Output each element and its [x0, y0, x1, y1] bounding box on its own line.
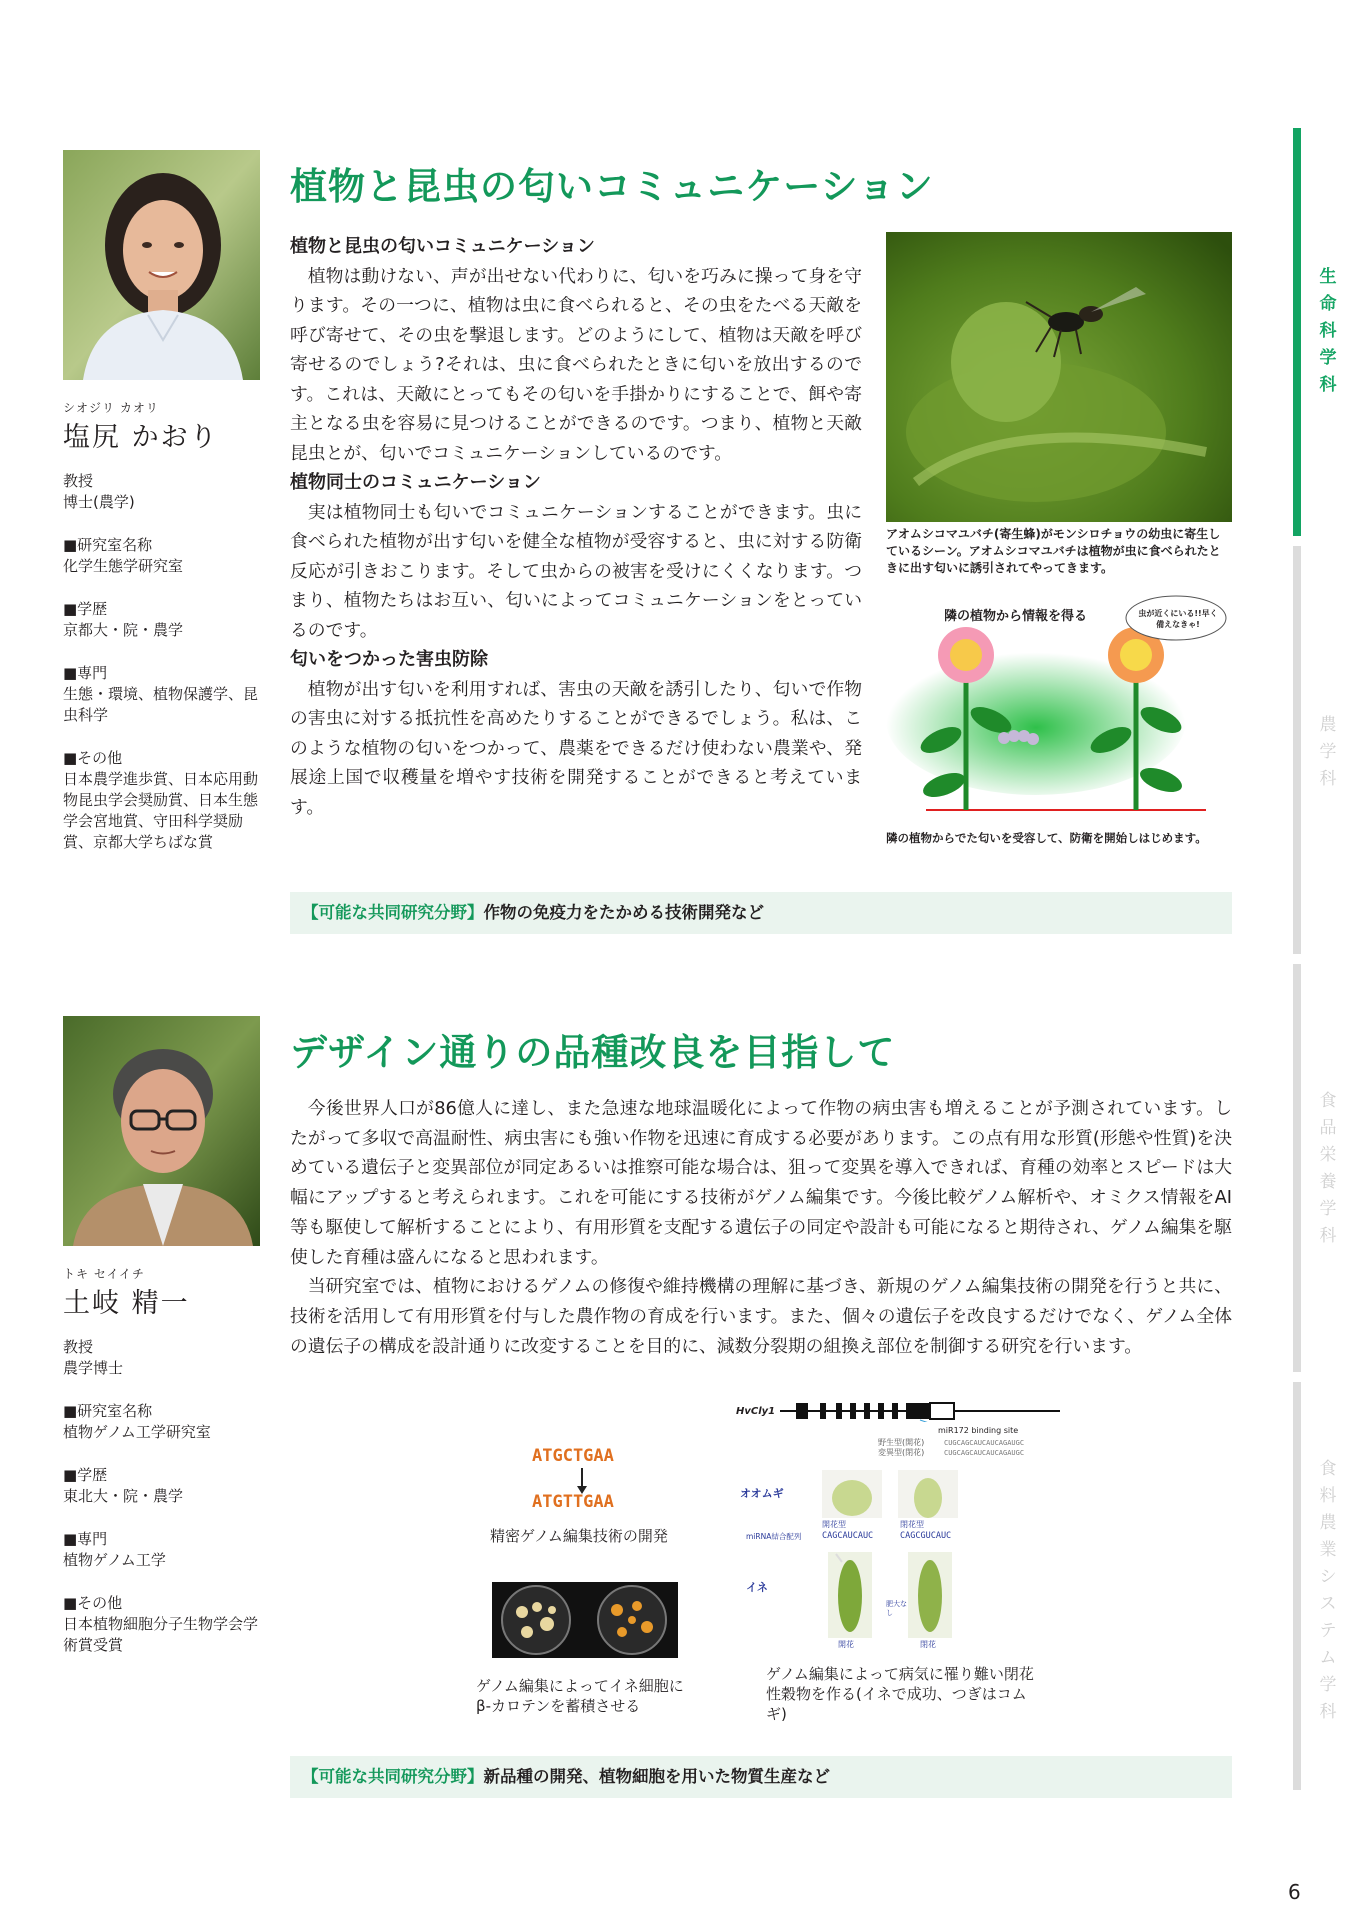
rice-label: イネ [746, 1581, 768, 1594]
diagram-caption: 隣の植物からでた匂いを受容して、防衛を開始しはじめます。 [886, 831, 1207, 845]
subheading-pest-control: 匂いをつかった害虫防除 [290, 649, 488, 670]
open-flower-label: 開花 [838, 1640, 854, 1649]
section-body-1 [290, 232, 862, 822]
portrait-shiojiri [63, 150, 260, 380]
collab-text: 新品種の開発、植物細胞を用いた物質生産など [483, 1767, 830, 1786]
collab-tag: 【可能な共同研究分野】 [302, 1767, 484, 1786]
specialty: 植物ゲノム工学 [63, 1551, 166, 1569]
subheading-plant-insect: 植物と昆虫の匂いコミュニケーション [290, 236, 595, 257]
lab-name: 植物ゲノム工学研究室 [63, 1423, 211, 1441]
education: 京都大・院・農学 [63, 621, 184, 639]
page-number: 6 [1288, 1880, 1301, 1904]
mutant-type-label: 変異型(閉花) [878, 1448, 925, 1457]
education-heading: ■学歴 [63, 600, 108, 618]
section-title-2: デザイン通りの品種改良を目指して [290, 1031, 896, 1074]
label-disease-resistant: ゲノム編集によって病気に罹り難い閉花性穀物を作る(イネで成功、つぎはコムギ) [766, 1665, 1034, 1723]
side-tab-label-food-nutrition: 食品栄養学科 [1319, 1091, 1337, 1246]
open-type-label: 開花型 [822, 1520, 846, 1529]
mutation-arrow [576, 1468, 588, 1494]
collab-banner-2 [290, 1756, 1232, 1798]
wasp-photo [886, 232, 1232, 522]
rice-flower-images [828, 1552, 958, 1638]
open-seq: CAGCAUCAUC [822, 1531, 874, 1541]
side-tab-life-science[interactable] [1293, 128, 1301, 536]
side-tab-food-agri-system[interactable] [1293, 1382, 1301, 1790]
wild-type-label: 野生型(開花) [878, 1438, 925, 1447]
position: 教授 [63, 1338, 94, 1356]
profile-toki [63, 1264, 268, 1678]
side-tab-label-agriculture: 農学科 [1319, 715, 1337, 789]
paragraph: 今後世界人口が86億人に達し、また急速な地球温暖化によって作物の病虫害も増えることが予測されています。したがって多収で高温耐性、病虫害にも強い作物を迅速に育成する必要があります。この点有用な形質(形態や性質)を決めている遺伝子と変異部位が同定あるいは推察可能な場合は、狙って変異を導入できれば、育種の効率とスピードは大幅にアップすると考えられます。これを可能にする技術がゲノム編集です。今後比較ゲノム解析や、オミクス情報をAI等も駆使して解析することにより、有用形質を支配する遺伝子の同定や設計も可能になると期待され、ゲノム編集を駆使した育種は盛んになると思われます。 [290, 1098, 1232, 1268]
education-heading: ■学歴 [63, 1466, 108, 1484]
paragraph: 植物が出す匂いを利用すれば、害虫の天敵を誘引したり、匂いで作物の害虫に対する抵抗性を高めたりすることができるでしょう。私は、このような植物の匂いをつかって、農薬をできるだけ使わない農業や、発展途上国で収穫量を増やす技術を開発することができると考えています。 [290, 678, 862, 818]
side-tab-label-food-agri-system: 食料農業システム学科 [1319, 1459, 1337, 1722]
side-tab-food-nutrition[interactable] [1293, 964, 1301, 1372]
position: 教授 [63, 472, 94, 490]
section-body-2 [290, 1094, 1232, 1361]
paragraph: 当研究室では、植物におけるゲノムの修復や維持機構の理解に基づき、新規のゲノム編集技術の開発を行うと共に、技術を活用して有用形質を付与した農作物の育成を行います。また、個々の遺伝子を改良するだけでなく、ゲノム全体の遺伝子の構成を設計通りに改変することを目的に、減数分裂期の組換え部位を制御する研究を行います。 [290, 1276, 1232, 1357]
gene-structure [780, 1400, 1060, 1422]
mutant-seq: CUGCAGCAUCAUCAGAUGC [944, 1449, 1025, 1457]
diagram-bubble: 虫が近くにいる!!早く備えなきゃ! [1138, 609, 1218, 629]
portrait-toki [63, 1016, 260, 1246]
rice-cell-petri-dishes [492, 1582, 678, 1658]
closed-flower-label: 閉花 [920, 1640, 936, 1649]
paragraph: 植物は動けない、声が出せない代わりに、匂いを巧みに操って身を守ります。その一つに、植物は虫に食べられると、その虫をたべる天敵を呼び寄せて、その虫を撃退します。どのようにして、植物は天敵を呼び寄せるのでしょう?それは、虫に食べられたときに匂いを放出するのです。これは、天敵にとってもその匂いを手掛かりにすることで、餌や寄主となる虫を容易に見つけることができるのです。つまり、植物と天敵昆虫とが、匂いでコミュニケーションしているのです。 [290, 265, 862, 464]
collab-banner-1 [290, 892, 1232, 934]
degree: 博士(農学) [63, 493, 135, 511]
specialty: 生態・環境、植物保護学、昆虫科学 [63, 685, 259, 724]
degree: 農学博士 [63, 1359, 124, 1377]
label-rice-carotene: ゲノム編集によってイネ細胞にβ-カロテンを蓄積させる [476, 1677, 684, 1715]
wild-seq: CUGCAGCAUCAUCAGAUGC [944, 1439, 1025, 1447]
paragraph: 実は植物同士も匂いでコミュニケーションすることができます。虫に食べられた植物が出す匂いを健全な植物が受容すると、虫に対する防衛反応が引きおこります。そして虫からの被害を受けにくくなります。つまり、植物たちはお互い、匂いによってコミュニケーションをとっているのです。 [290, 501, 862, 641]
side-tab-agriculture[interactable] [1293, 546, 1301, 954]
specialty-heading: ■専門 [63, 664, 108, 682]
lab-heading: ■研究室名称 [63, 1402, 153, 1420]
name-kana: シオジリ カオリ [63, 401, 159, 415]
name-kana: トキ セイイチ [63, 1267, 145, 1281]
side-tab-label-life-science: 生命科学科 [1319, 267, 1337, 395]
other-awards: 日本植物細胞分子生物学会学術賞受賞 [63, 1615, 259, 1654]
label-precise-editing: 精密ゲノム編集技術の開発 [490, 1527, 668, 1545]
lab-name: 化学生態学研究室 [63, 557, 184, 575]
sequence-bottom: ATGTTGAA [532, 1492, 614, 1512]
closed-seq: CAGCGUCAUC [900, 1531, 952, 1541]
name: 塩尻 かおり [63, 422, 219, 453]
education: 東北大・院・農学 [63, 1487, 184, 1505]
collab-tag: 【可能な共同研究分野】 [302, 903, 484, 922]
other-heading: ■その他 [63, 1594, 123, 1612]
barley-flower-images [822, 1470, 962, 1518]
collab-text: 作物の免疫力をたかめる技術開発など [483, 903, 764, 922]
other-heading: ■その他 [63, 749, 123, 767]
barley-label: オオムギ [740, 1487, 784, 1500]
sequence-top: ATGCTGAA [532, 1446, 614, 1466]
other-awards: 日本農学進歩賞、日本応用動物昆虫学会奨励賞、日本生態学会宮地賞、守田科学奨励賞、京都大学ちばな賞 [63, 770, 259, 851]
gene-name: HvCly1 [736, 1406, 776, 1417]
specialty-heading: ■専門 [63, 1530, 108, 1548]
section-title-1: 植物と昆虫の匂いコミュニケーション [290, 165, 934, 208]
mirna-seq-label: miRNA結合配列 [746, 1532, 802, 1541]
name: 土岐 精一 [63, 1288, 190, 1319]
wasp-caption: アオムシコマユバチ(寄生蜂)がモンシロチョウの幼虫に寄生しているシーン。アオムシコマユバチは植物が虫に食べられたときに出す匂いに誘引されてやってきます。 [886, 527, 1221, 575]
binding-site-label: miR172 binding site [938, 1426, 1019, 1435]
no-swell-label: 肥大なし [886, 1600, 907, 1617]
subheading-plant-plant: 植物同士のコミュニケーション [290, 472, 541, 493]
closed-type-label: 閉花型 [900, 1520, 924, 1529]
lab-heading: ■研究室名称 [63, 536, 153, 554]
diagram-title: 隣の植物から情報を得る [944, 609, 1088, 624]
profile-shiojiri [63, 398, 268, 875]
